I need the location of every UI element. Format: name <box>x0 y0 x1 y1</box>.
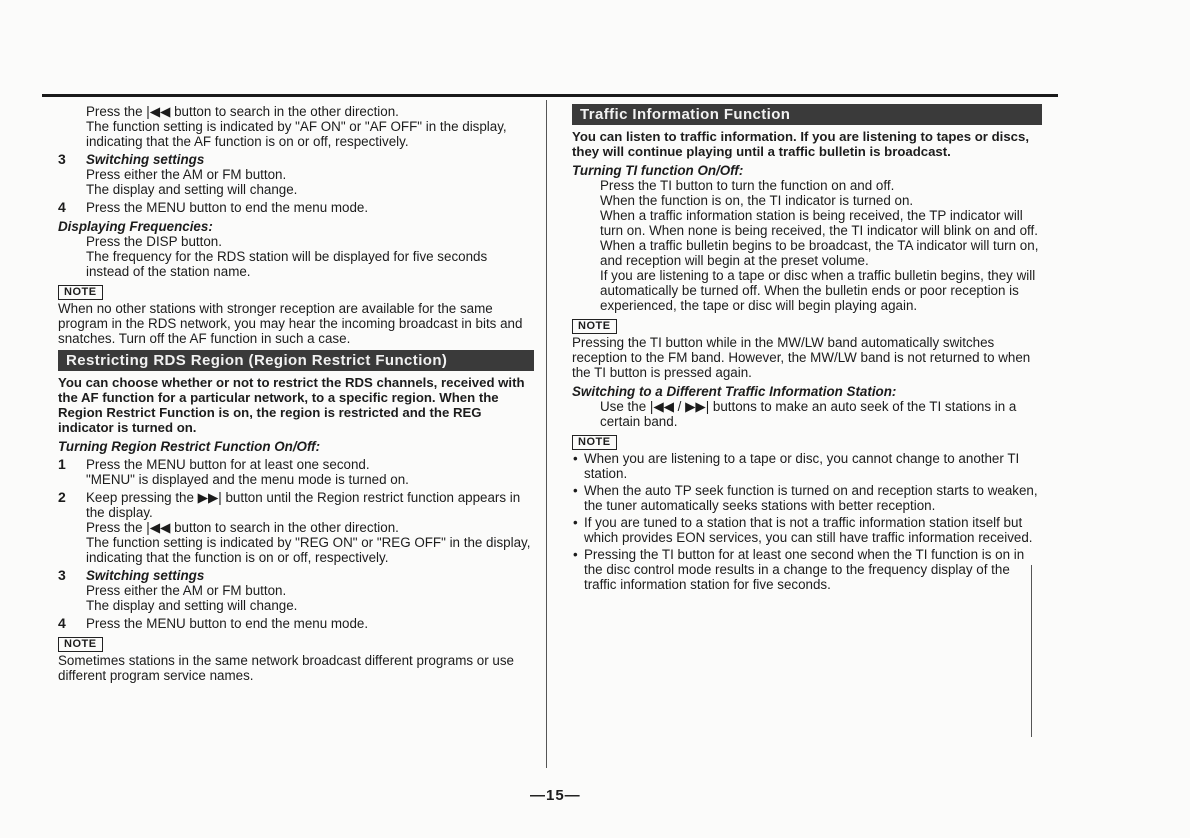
note-label: NOTE <box>58 637 103 652</box>
section-intro: You can choose whether or not to restrict the RDS channels, received with the AF function for a particular network, to a specific region. When the Region Restrict Function is on, the region is restricted and the REG indicator is turned on. <box>58 375 525 435</box>
continuation-line: The function setting is indicated by "AF ON" or "AF OFF" in the display, indicating that the AF function is on or off, respectively. <box>86 119 507 149</box>
step-title: Switching settings <box>86 152 205 167</box>
step-number: 2 <box>58 489 66 505</box>
step-4 <box>58 200 534 215</box>
step-text: The display and setting will change. <box>86 182 298 197</box>
step-number: 1 <box>58 456 66 472</box>
step-text: Press the MENU button for at least one second. <box>86 457 370 472</box>
subheading: Displaying Frequencies: <box>58 219 213 234</box>
continuation-block <box>58 104 534 149</box>
right-column <box>572 104 1042 594</box>
subheading: Turning Region Restrict Function On/Off: <box>58 439 321 454</box>
step-text: The function setting is indicated by "REG ON" or "REG OFF" in the display, indicating that the function is on or off, respectively. <box>86 535 531 565</box>
note-label: NOTE <box>58 285 103 300</box>
subheading: Turning TI function On/Off: <box>572 163 744 178</box>
body-text: When a traffic bulletin begins to be broadcast, the TA indicator will turn on, and reception will begin at the preset volume. <box>600 238 1039 268</box>
step-text: Press the MENU button to end the menu mode. <box>86 200 369 215</box>
step-number: 3 <box>58 567 66 583</box>
step-text: Keep pressing the ▶▶| button until the Region restrict function appears in the display. <box>86 490 521 520</box>
note-label: NOTE <box>572 435 617 450</box>
note-text: When no other stations with stronger reception are available for the same program in the RDS network, you may hear the incoming broadcast in bits and snatches. Turn off the AF function in such a case. <box>58 301 523 346</box>
body-text: The frequency for the RDS station will be displayed for five seconds instead of the station name. <box>86 249 488 279</box>
page-number: —15— <box>530 787 581 804</box>
step-text: Press the MENU button to end the menu mode. <box>86 616 369 631</box>
section-heading: Restricting RDS Region (Region Restrict Function) <box>58 350 534 371</box>
step-text: "MENU" is displayed and the menu mode is turned on. <box>86 472 409 487</box>
body-text: When the function is on, the TI indicator is turned on. <box>600 193 914 208</box>
note-text: Sometimes stations in the same network broadcast different programs or use different program service names. <box>58 653 514 683</box>
step-3b <box>58 568 534 613</box>
body-text: If you are listening to a tape or disc when a traffic bulletin begins, they will automatically be turned off. When the bulletin ends or poor reception is experienced, the tape or disc will begin playing again. <box>600 268 1036 313</box>
section-intro: You can listen to traffic information. If you are listening to tapes or discs, they will continue playing until a traffic bulletin is broadcast. <box>572 129 1029 159</box>
step-4b <box>58 616 534 631</box>
step-text: Press either the AM or FM button. <box>86 583 287 598</box>
note-list-item: • When you are listening to a tape or disc, you cannot change to another TI station. <box>572 451 1042 481</box>
step-2 <box>58 490 534 565</box>
step-text: Press either the AM or FM button. <box>86 167 287 182</box>
step-number: 3 <box>58 151 66 167</box>
step-number: 4 <box>58 199 66 215</box>
note-list-item: • Pressing the TI button for at least one second when the TI function is on in the disc control mode results in a change to the frequency display of the traffic information station for five seconds. <box>572 547 1042 592</box>
step-text: The display and setting will change. <box>86 598 298 613</box>
note-list-item: • If you are tuned to a station that is not a traffic information station itself but which provides EON services, you can still have traffic information received. <box>572 515 1042 545</box>
note-list-item: • When the auto TP seek function is turned on and reception starts to weaken, the tuner automatically seeks stations with better reception. <box>572 483 1042 513</box>
column-divider <box>546 100 547 768</box>
step-3 <box>58 152 534 197</box>
note-text: Pressing the TI button while in the MW/LW band automatically switches reception to the FM band. However, the MW/LW band is not returned to when the TI button is pressed again. <box>572 335 1031 380</box>
left-column <box>58 104 534 683</box>
subheading: Switching to a Different Traffic Information Station: <box>572 384 897 399</box>
step-title: Switching settings <box>86 568 205 583</box>
ti-body <box>572 178 1042 313</box>
note-list <box>572 451 1042 592</box>
continuation-line: Press the |◀◀ button to search in the other direction. <box>86 104 399 119</box>
step-number: 4 <box>58 615 66 631</box>
body-text: Press the DISP button. <box>86 234 222 249</box>
step-text: Press the |◀◀ button to search in the other direction. <box>86 520 399 535</box>
body-text: When a traffic information station is being received, the TP indicator will turn on. When none is being received, the TI indicator will blink on and off. <box>600 208 1038 238</box>
note-label: NOTE <box>572 319 617 334</box>
body-text: Press the TI button to turn the function on and off. <box>600 178 895 193</box>
body-text: Use the |◀◀ / ▶▶| buttons to make an auto seek of the TI stations in a certain band. <box>600 399 1017 429</box>
step-1 <box>58 457 534 487</box>
top-rule <box>42 94 1058 97</box>
section-heading: Traffic Information Function <box>572 104 1042 125</box>
